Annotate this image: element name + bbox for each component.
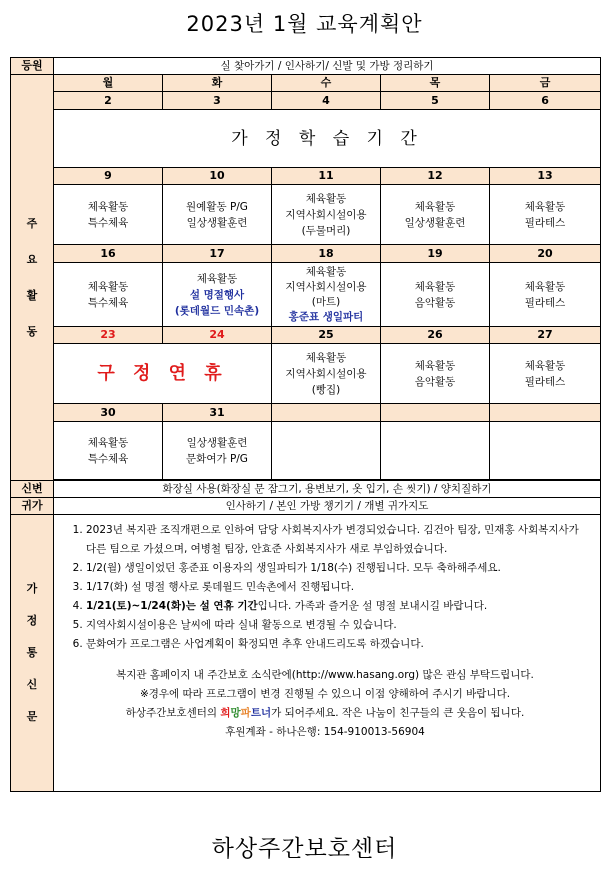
- date-cell: 3: [163, 92, 272, 110]
- activity-cell: 체육활동 음악활동: [381, 263, 490, 327]
- family-newsletter: [54, 515, 601, 792]
- activity-cell-empty: [272, 422, 381, 480]
- partner-appeal: 하상주간보호센터의 희망파트너가 되어주세요. 작은 나눔이 친구들의 큰 웃음이 됩니다.: [125, 707, 525, 719]
- home-study-banner: 가 정 학 습 기 간: [54, 110, 601, 168]
- homepage-notice: 복지관 홈페이지 내 주간보호 소식란에(http://www.hasang.org) 많은 관심 부탁드립니다.: [116, 669, 534, 681]
- date-cell: 6: [490, 92, 601, 110]
- activities-label: 주 요 활 동: [11, 75, 54, 481]
- document-title: 2023년 1월 교육계획안: [186, 12, 423, 36]
- date-cell: 12: [381, 168, 490, 185]
- activity-cell: 체육활동 음악활동: [381, 344, 490, 404]
- activity-cell: 일상생활훈련 문화여가 P/G: [163, 422, 272, 480]
- date-cell: 19: [381, 245, 490, 263]
- notice-item: 6. 문화여가 프로그램은 사업계획이 확정되면 추후 안내드리도록 하겠습니다.: [86, 635, 590, 654]
- date-cell-empty: [490, 404, 601, 422]
- notice-item: 5. 지역사회시설이용은 날씨에 따라 실내 활동으로 변경될 수 있습니다.: [86, 616, 590, 635]
- arrival-text: 실 찾아가기 / 인사하기/ 신발 및 가방 정리하기: [54, 58, 601, 75]
- center-name: 하상주간보호센터: [211, 836, 398, 862]
- date-cell: 18: [272, 245, 381, 263]
- date-cell: 11: [272, 168, 381, 185]
- date-cell-empty: [272, 404, 381, 422]
- notice-list: [60, 521, 590, 654]
- date-cell: 25: [272, 327, 381, 344]
- weekday-mon: 월: [54, 75, 163, 92]
- plan-table: [10, 57, 601, 792]
- notice-item: 1. 2023년 복지관 조직개편으로 인하여 담당 사회복지사가 변경되었습니다. 김건아 팀장, 민재홍 사회복지사가 다른 팀으로 가셨으며, 여병철 팀장, 안효준 사회복지사가 새로 부임하였습니다.: [86, 521, 590, 559]
- going-home-text: 인사하기 / 본인 가방 챙기기 / 개별 귀가지도: [54, 498, 601, 515]
- notice-label: 가 정 통 신 문: [11, 515, 54, 792]
- donation-account: 후원계좌 - 하나은행: 154-910013-56904: [225, 726, 425, 738]
- activity-cell: 체육활동 설 명절행사 (롯데월드 민속촌): [163, 263, 272, 327]
- weekday-thu: 목: [381, 75, 490, 92]
- weekday-tue: 화: [163, 75, 272, 92]
- date-cell: 9: [54, 168, 163, 185]
- birthday-party: 홍준표 생일파티: [288, 310, 364, 323]
- new-year-event: 설 명절행사: [189, 288, 245, 301]
- activity-cell: 체육활동 지역사회시설이용 (마트) 홍준표 생일파티: [272, 263, 381, 327]
- activity-cell: 원예활동 P/G 일상생활훈련: [163, 185, 272, 245]
- date-cell-holiday: 24: [163, 327, 272, 344]
- activity-cell: 체육활동 필라테스: [490, 185, 601, 245]
- activity-cell: 체육활동 필라테스: [490, 263, 601, 327]
- date-cell: 16: [54, 245, 163, 263]
- activity-cell: 체육활동 특수체육: [54, 185, 163, 245]
- activity-cell: 체육활동 필라테스: [490, 344, 601, 404]
- date-cell: 27: [490, 327, 601, 344]
- activity-cell: 체육활동 특수체육: [54, 263, 163, 327]
- going-home-label: 귀가: [11, 498, 54, 515]
- date-cell: 31: [163, 404, 272, 422]
- lunar-new-year-holiday: 구 정 연 휴: [54, 344, 272, 404]
- weekday-wed: 수: [272, 75, 381, 92]
- activity-cell: 체육활동 특수체육: [54, 422, 163, 480]
- notice-item: 4. 1/21(토)~1/24(화)는 설 연휴 기간입니다. 가족과 즐거운 설 명절 보내시길 바랍니다.: [86, 597, 590, 616]
- activity-cell-empty: [490, 422, 601, 480]
- date-cell: 4: [272, 92, 381, 110]
- weekday-fri: 금: [490, 75, 601, 92]
- program-change-notice: ※경우에 따라 프로그램이 변경 진행될 수 있으니 이점 양해하여 주시기 바랍니다.: [139, 688, 511, 700]
- notice-item: 2. 1/2(월) 생일이었던 홍준표 이용자의 생일파티가 1/18(수) 진행됩니다. 모두 축하해주세요.: [86, 559, 590, 578]
- event-location: (롯데월드 민속촌): [174, 304, 260, 317]
- activity-cell: 체육활동 지역사회시설이용 (두물머리): [272, 185, 381, 245]
- activity-cell: 체육활동 일상생활훈련: [381, 185, 490, 245]
- date-cell: 30: [54, 404, 163, 422]
- date-cell: 26: [381, 327, 490, 344]
- date-cell: 5: [381, 92, 490, 110]
- date-cell: 13: [490, 168, 601, 185]
- date-cell: 17: [163, 245, 272, 263]
- self-care-label: 신변: [11, 481, 54, 498]
- arrival-label: 등원: [11, 58, 54, 75]
- date-cell: 20: [490, 245, 601, 263]
- self-care-text: 화장실 사용(화장실 문 잠그기, 용변보기, 옷 입기, 손 씻기) / 양치질하기: [54, 481, 601, 498]
- activity-cell: 체육활동 지역사회시설이용 (빵집): [272, 344, 381, 404]
- date-cell-holiday: 23: [54, 327, 163, 344]
- activity-cell-empty: [381, 422, 490, 480]
- date-cell-empty: [381, 404, 490, 422]
- date-cell: 2: [54, 92, 163, 110]
- date-cell: 10: [163, 168, 272, 185]
- notice-item: 3. 1/17(화) 설 명절 행사로 롯데월드 민속촌에서 진행됩니다.: [86, 578, 590, 597]
